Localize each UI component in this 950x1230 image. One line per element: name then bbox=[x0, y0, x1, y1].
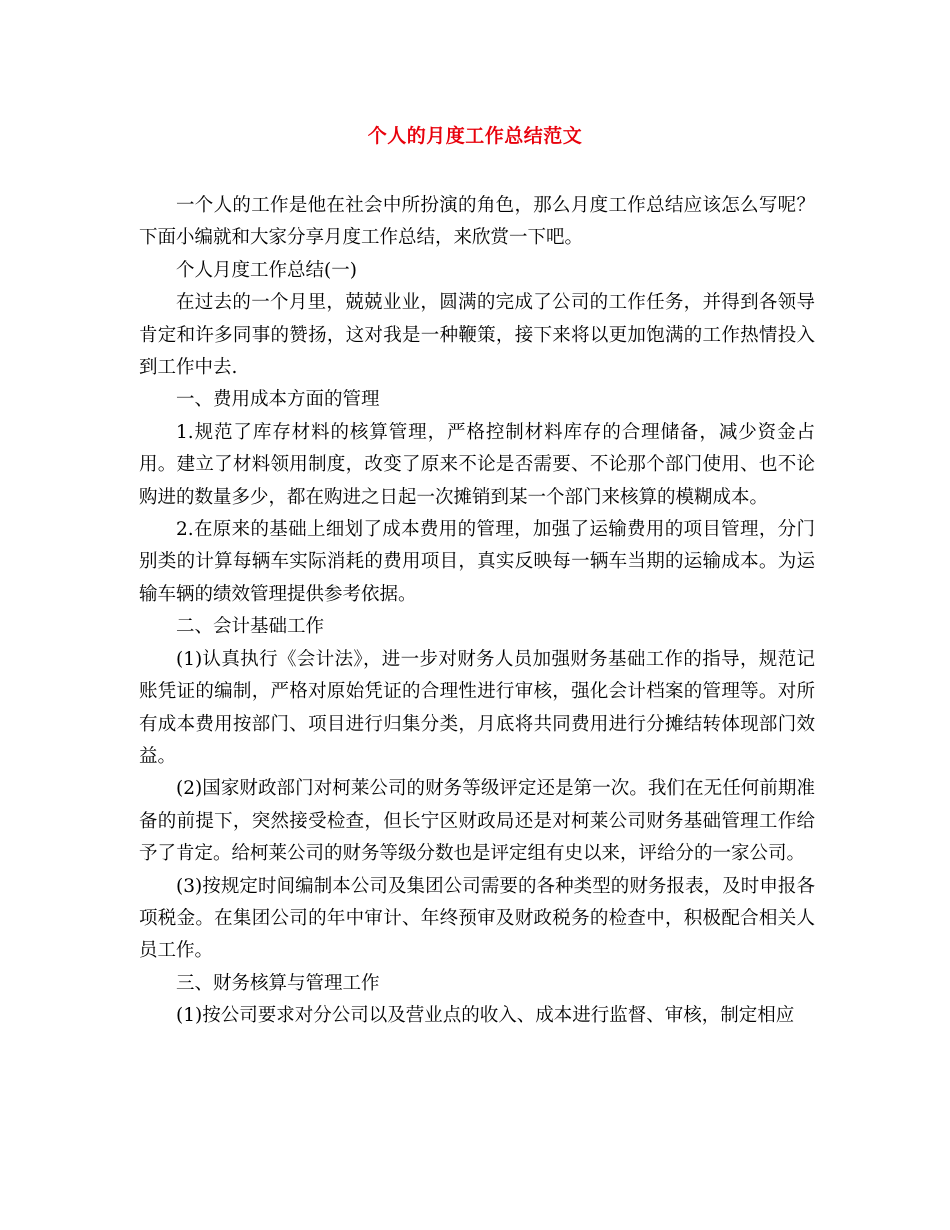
paragraph-accounting-item-1: (1)认真执行《会计法》，进一步对财务人员加强财务基础工作的指导，规范记账凭证的编制，严格对原始凭证的合理性进行审核，强化会计档案的管理等。对所有成本费用按部门、项目进行归集分类，月底将共同费用进行分摊结转体现部门效益。 bbox=[139, 648, 815, 767]
document-body bbox=[139, 190, 815, 1033]
paragraph-accounting-item-2: (2)国家财政部门对柯莱公司的财务等级评定还是第一次。我们在无任何前期准备的前提下，突然接受检查，但长宁区财政局还是对柯莱公司财务基础管理工作给予了肯定。给柯莱公司的财务等级分数也是评定组有史以来，评给分的一家公司。 bbox=[139, 778, 815, 865]
section-heading-accounting-basics: 二、会计基础工作 bbox=[176, 616, 325, 638]
paragraph-intro: 一个人的工作是他在社会中所扮演的角色，那么月度工作总结应该怎么写呢？下面小编就和大家分享月度工作总结，来欣赏一下吧。 bbox=[139, 195, 815, 249]
paragraph-cost-item-1: 1.规范了库存材料的核算管理，严格控制材料库存的合理储备，减少资金占用。建立了材料领用制度，改变了原来不论是否需要、不论那个部门使用、也不论购进的数量多少，都在购进之日起一次摊销到某一个部门来核算的模糊成本。 bbox=[139, 421, 815, 508]
paragraph-overview: 在过去的一个月里，兢兢业业，圆满的完成了公司的工作任务，并得到各领导肯定和许多同事的赞扬，这对我是一种鞭策，接下来将以更加饱满的工作热情投入到工作中去. bbox=[139, 292, 815, 379]
paragraph-financial-item-1: (1)按公司要求对分公司以及营业点的收入、成本进行监督、审核，制定相应 bbox=[176, 1005, 795, 1027]
paragraph-cost-item-2: 2.在原来的基础上细划了成本费用的管理，加强了运输费用的项目管理，分门别类的计算每辆车实际消耗的费用项目，真实反映每一辆车当期的运输成本。为运输车辆的绩效管理提供参考依据。 bbox=[139, 519, 815, 605]
document-title: 个人的月度工作总结范文 bbox=[367, 125, 583, 147]
paragraph-accounting-item-3: (3)按规定时间编制本公司及集团公司需要的各种类型的财务报表，及时申报各项税金。在集团公司的年中审计、年终预审及财政税务的检查中，积极配合相关人员工作。 bbox=[139, 875, 815, 962]
section-heading-cost-management: 一、费用成本方面的管理 bbox=[176, 389, 380, 411]
section-heading-financial-accounting: 三、财务核算与管理工作 bbox=[176, 972, 380, 994]
section-heading-summary-one: 个人月度工作总结(一) bbox=[176, 259, 357, 281]
